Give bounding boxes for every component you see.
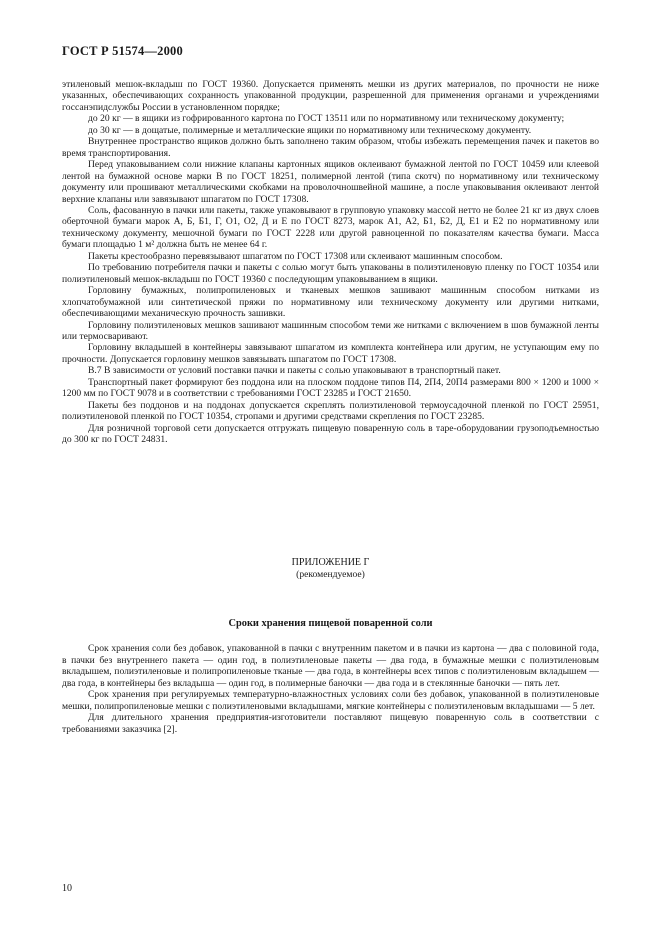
paragraph: Для розничной торговой сети допускается отгружать пищевую поваренную соль в таре-оборудовании грузоподъемностью до 300 кг по ГОСТ 24831. — [62, 422, 599, 446]
appendix-body-text — [62, 643, 599, 735]
paragraph: Горловину вкладышей в контейнеры завязывают шпагатом из комплекта контейнера или другим, не уступающим ему по прочности. Допускается горловину мешков завязывать шпагатом по ГОСТ 17308. — [62, 342, 599, 365]
paragraph: Транспортный пакет формируют без поддона или на плоском поддоне типов П4, 2П4, 20П4 размерами 800 × 1200 и 1000 × 1200 мм по ГОСТ 9078 и в соответствии с требованиями ГОСТ 23285 и ГОСТ 21650. — [62, 376, 599, 400]
paragraph: Соль, фасованную в пачки или пакеты, также упаковывают в групповую упаковку массой нетто не более 21 кг из двух слоев оберточной бумаги марок А, Б, Б1, Г, О1, О2, Д и Е по ГОСТ 8273, марок А1, А2, Б1, Б2, Д, Е1 и Е2 по нормативному или техническому документу, мешочной бумаги по ГОСТ 2228 или другой равноценной по показателям качества бумаги. Масса бумаги площадью 1 м² должна быть не менее 64 г. — [62, 204, 599, 251]
paragraph: этиленовый мешок-вкладыш по ГОСТ 19360. Допускается применять мешки из других материалов, по прочности не ниже указанных, обеспечивающих сохранность упакованной продукции, разрешенной для применения органами и учреждениями госсанэпидслужбы России в установленном порядке; — [62, 79, 599, 113]
paragraph: По требованию потребителя пачки и пакеты с солью могут быть упакованы в полиэтиленовую пленку по ГОСТ 10354 или полиэтиленовый мешок-вкладыш по ГОСТ 19360 с последующим упаковыванием в ящики. — [62, 262, 599, 285]
appendix-subtitle: (рекомендуемое) — [296, 569, 365, 580]
appendix-label — [62, 557, 599, 581]
paragraph: Пакеты без поддонов и на поддонах допускается скреплять полиэтиленовой термоусадочной пленкой по ГОСТ 25951, полиэтиленовой пленкой по ГОСТ 10354, стропами и другими средствами скрепления по ГОСТ 23285. — [62, 399, 599, 423]
paragraph: Срок хранения при регулируемых температурно-влажностных условиях соли без добавок, упакованной в полиэтиленовые мешки, полипропиленовые мешки с полиэтиленовыми вкладышами, мягкие контейнеры с полиэтиленовым вкладышами — 5 лет. — [62, 689, 599, 712]
paragraph: Для длительного хранения предприятия-изготовители поставляют пищевую поваренную соль в соответствии с требованиями заказчика [2]. — [62, 712, 599, 735]
paragraph: Внутреннее пространство ящиков должно быть заполнено таким образом, чтобы избежать перемещения пачек и пакетов во время транспортирования. — [62, 136, 599, 159]
paragraph: Горловину бумажных, полипропиленовых и тканевых мешков зашивают машинным способом нитками из хлопчатобумажной или синтетической пряжи по нормативному или техническому документу или другими нитками, обеспечивающими механическую прочность зашивки. — [62, 285, 599, 320]
paragraph: Пакеты крестообразно перевязывают шпагатом по ГОСТ 17308 или склеивают машинным способом. — [88, 250, 503, 262]
paragraph: В.7 В зависимости от условий поставки пачки и пакеты с солью упаковывают в транспортный пакет. — [88, 365, 501, 377]
page-number: 10 — [62, 883, 72, 894]
paragraph: Горловину полиэтиленовых мешков зашивают машинным способом теми же нитками с включением в шов бумажной ленты или термосваривают. — [62, 319, 599, 342]
packaging-section-text — [62, 79, 599, 446]
paragraph: Срок хранения соли без добавок, упакованной в пачки с внутренним пакетом и в пачки из картона — два с половиной года, в пачки без внутреннего пакета — один год, в полиэтиленовые пакеты — два года, в бумажные мешки с полиэтиленовым вкладышем, полиэтиленовые и полипропиленовые тканые — два года, в контейнеры всех типов с полиэтиленовым вкладышем — два года, в контейнеры без вкладыша — один год, в полимерные баночки — два года и в стеклянные баночки — пять лет. — [62, 643, 599, 689]
paragraph: до 30 кг — в дощатые, полимерные и металлические ящики по нормативному или техническому документу. — [88, 124, 532, 136]
appendix-title: ПРИЛОЖЕНИЕ Г — [291, 557, 370, 568]
appendix-heading: Сроки хранения пищевой поваренной соли — [228, 618, 433, 629]
paragraph: Перед упаковыванием соли нижние клапаны картонных ящиков оклеивают бумажной лентой по ГОСТ 10459 или клеевой лентой на бумажной основе марки В по ГОСТ 18251, полимерной лентой (типа скотч) по нормативному или техническому документу или прошивают металлическими скобками на проволочношвейной машине, а после упаковывания оклеивают лентой верхние клапаны или завязывают шпагатом по ГОСТ 17308. — [62, 159, 599, 205]
page-header-standard-code: ГОСТ Р 51574—2000 — [62, 44, 183, 58]
paragraph: до 20 кг — в ящики из гофрированного картона по ГОСТ 13511 или по нормативному или техническому документу; — [88, 113, 565, 125]
